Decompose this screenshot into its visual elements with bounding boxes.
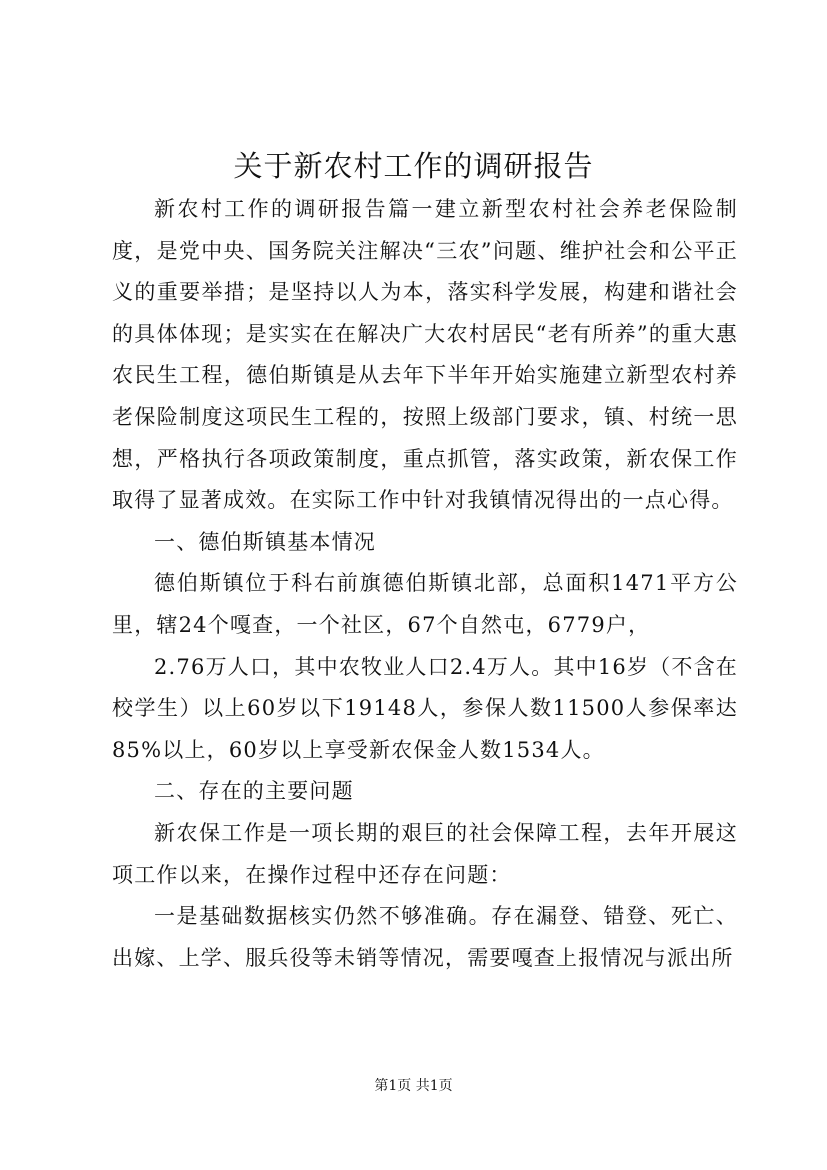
document-title: 关于新农村工作的调研报告: [233, 149, 594, 183]
paragraph-problems-intro: 新农保工作是一项长期的艰巨的社会保障工程，去年开展这项工作以来，在操作过程中还存在问题：: [112, 820, 738, 887]
paragraph-intro: 新农村工作的调研报告篇一建立新型农村社会养老保险制度，是党中央、国务院关注解决“三农”问题、维护社会和公平正义的重要举措；是坚持以人为本，落实科学发展，构建和谐社会的具体体现；是实实在在解决广大农村居民“老有所养”的重大惠农民生工程，德伯斯镇是从去年下半年开始实施建立新型农村养老保险制度这项民生工程的，按照上级部门要求，镇、村统一思想，严格执行各项政策制度，重点抓管，落实政策，新农保工作取得了显著成效。在实际工作中针对我镇情况得出的一点心得。: [112, 197, 738, 513]
section-heading-2: 二、存在的主要问题: [154, 779, 354, 804]
section-heading-1: 一、德伯斯镇基本情况: [154, 529, 376, 554]
paragraph-population: 2.76万人口，其中农牧业人口2.4万人。其中16岁（不含在校学生）以上60岁以下19148人，参保人数11500人参保率达85%以上，60岁以上享受新农保金人数1534人。: [112, 654, 738, 762]
paragraph-problem-1: 一是基础数据核实仍然不够准确。存在漏登、错登、死亡、出嫁、上学、服兵役等未销等情况，需要嘎查上报情况与派出所: [112, 904, 738, 970]
page-footer: 第1页 共1页: [374, 1078, 453, 1094]
paragraph-town-overview: 德伯斯镇位于科右前旗德伯斯镇北部，总面积1471平方公里，辖24个嘎查，一个社区，67个自然屯，6779户，: [112, 571, 738, 637]
document-body: [112, 189, 738, 979]
